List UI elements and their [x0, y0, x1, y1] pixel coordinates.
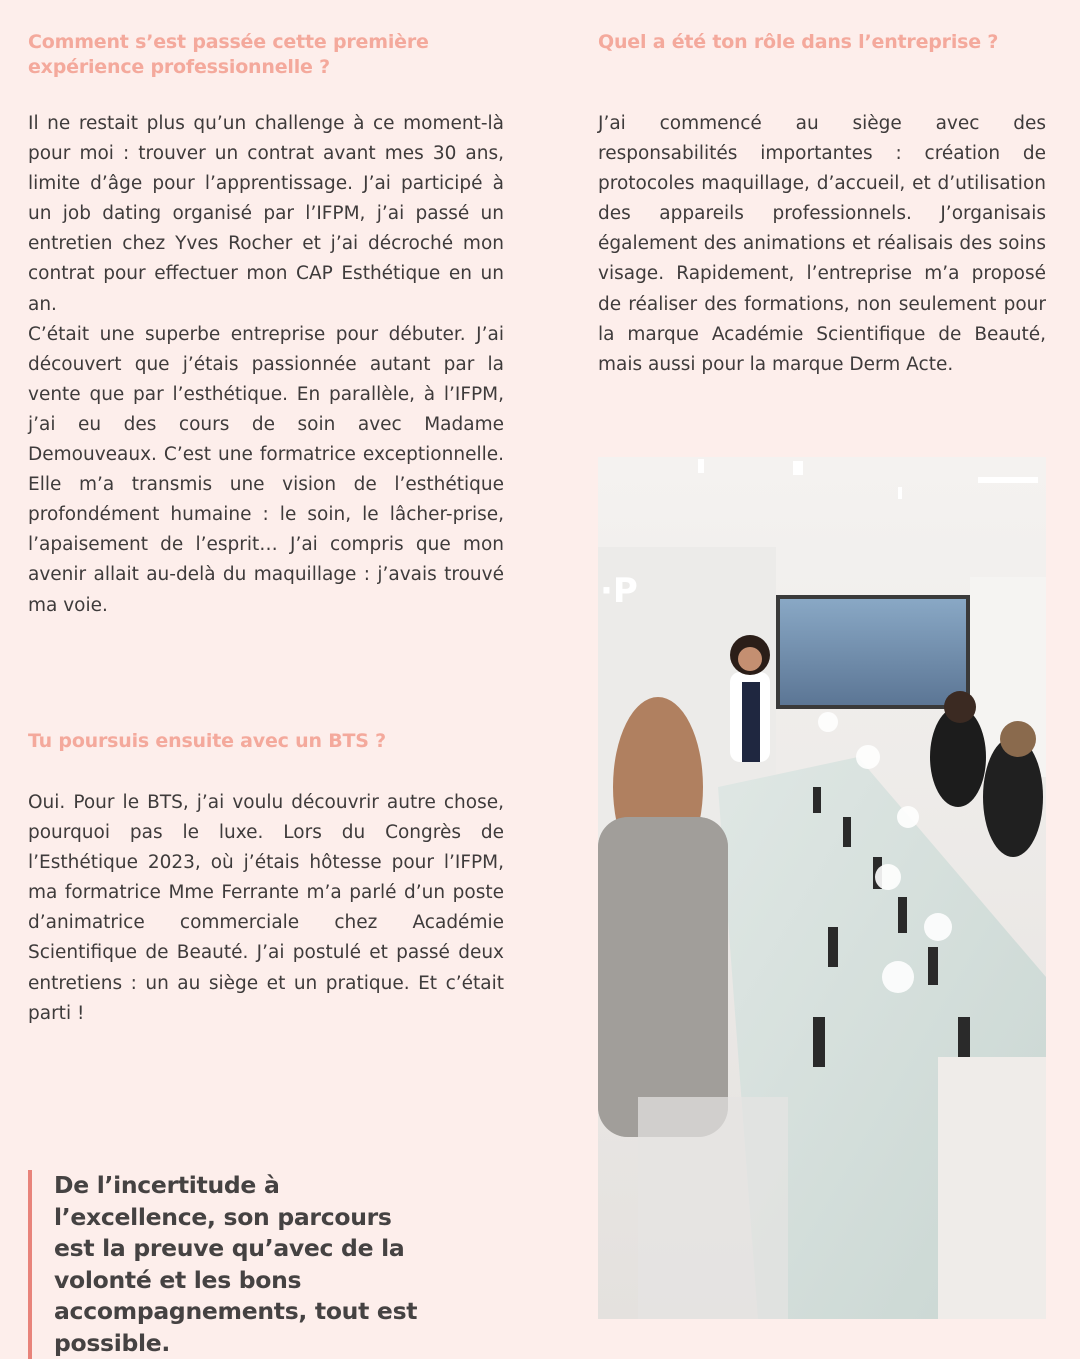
- question-heading-bts: Tu poursuis ensuite avec un BTS ?: [28, 730, 386, 752]
- question-heading-first-experience: Comment s’est passée cette première expérience professionnelle ?: [28, 31, 429, 78]
- answer-paragraph: C’était une superbe entreprise pour débuter. J’ai découvert que j’étais passionnée autant par la vente que par l’esthétique. En parallèle, à l’IFPM, j’ai eu des cours de soin avec Madame Demouveaux. C’est une formatrice exceptionnelle. Elle m’a transmis une vision de l’esthétique profondément humaine : le soin, le lâcher-prise, l’apaisement de l’esprit… J’ai compris que mon avenir allait au-delà du maquillage : j’avais trouvé ma voie.: [28, 323, 504, 616]
- svg-text:·P: ·P: [600, 571, 638, 611]
- answer-paragraph: Oui. Pour le BTS, j’ai voulu découvrir autre chose, pourquoi pas le luxe. Lors du Congrès de l’Esthétique 2023, où j’étais hôtesse pour l’IFPM, ma formatrice Mme Ferrante m’a parlé d’un poste d’animatrice commerciale chez Académie Scientifique de Beauté. J’ai postulé et passé deux entretiens : un au siège et un pratique. Et c’était parti !: [28, 792, 504, 1024]
- question-heading-role: Quel a été ton rôle dans l’entreprise ?: [598, 31, 999, 53]
- answer-role: [598, 109, 1046, 380]
- training-session-photo: [598, 457, 1046, 1319]
- answer-paragraph: Il ne restait plus qu’un challenge à ce moment-là pour moi : trouver un contrat avant mes 30 ans, limite d’âge pour l’apprentissage. J’ai participé à un job dating organisé par l’IFPM, j’ai passé un entretien chez Yves Rocher et j’ai décroché mon contrat pour effectuer mon CAP Esthétique en un an.: [28, 113, 504, 315]
- answer-first-experience: [28, 109, 504, 621]
- answer-bts: [28, 788, 504, 1029]
- answer-paragraph: J’ai commencé au siège avec des responsabilités importantes : création de protocoles maquillage, d’accueil, et d’utilisation des appareils professionnels. J’organisais également des animations et réalisais des soins visage. Rapidement, l’entreprise m’a proposé de réaliser des formations, non seulement pour la marque Académie Scientifique de Beauté, mais aussi pour la marque Derm Acte.: [598, 113, 1046, 375]
- pull-quote: De l’incertitude à l’excellence, son parcours est la preuve qu’avec de la volonté et les bons accompagnements, tout est possible.: [28, 1170, 434, 1359]
